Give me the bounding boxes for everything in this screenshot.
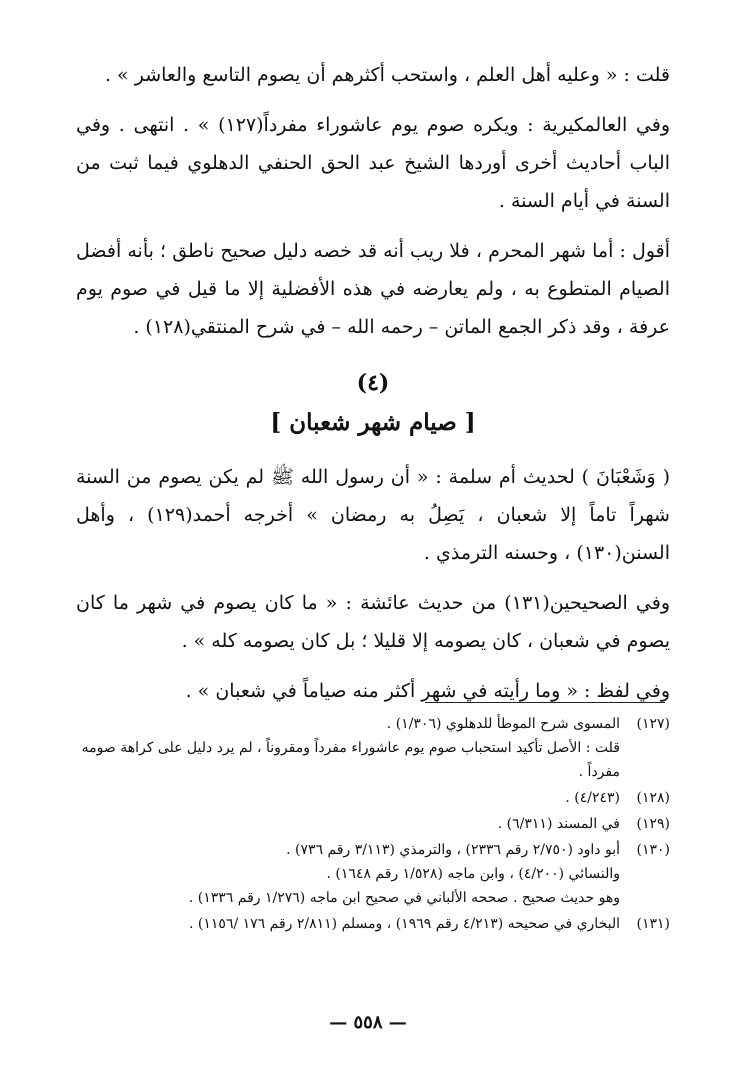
footnote-line: في المسند (٦/٣١١) . (497, 816, 620, 832)
paragraph-6: وفي لفظ : « وما رأيته في شهر أكثر منه صياماً في شعبان » . (185, 680, 670, 702)
footnote-line: وهو حديث صحيح . صححه الألباني في صحيح ابن ماجه (١/٢٧٦ رقم ١٣٣٦) . (188, 890, 620, 906)
section-number: (٤) (356, 370, 390, 396)
footnote-line: (٤/٢٤٣) . (565, 790, 620, 806)
paragraph-2: وفي العالمكيرية : ويكره صوم يوم عاشوراء مفرداً(١٢٧) » . انتهى . وفي الباب أحاديث أخرى أوردها الشيخ عبد الحق الحنفي الدهلوي فيما ثبت من السنة في أيام السنة . (76, 114, 670, 212)
main-text (76, 56, 670, 722)
page-number: — ٥٥٨ — (329, 1012, 407, 1033)
section-title: [ صيام شهر شعبان ] (270, 409, 476, 436)
footnote-127 (76, 712, 670, 784)
footnote-129 (76, 812, 670, 836)
footnote-line: المسوى شرح الموطأ للدهلوي (١/٣٠٦) . (386, 716, 620, 732)
footnotes (76, 712, 670, 938)
footnote-130 (76, 838, 670, 910)
paragraph-5: وفي الصحيحين(١٣١) من حديث عائشة : « ما كان يصوم في شهر ما كان يصوم في شعبان ، كان يصومه إلا قليلا ؛ بل كان يصومه كله » . (76, 592, 670, 652)
footnote-line: قلت : الأصل تأكيد استحباب صوم يوم عاشوراء مفرداً ومقروناً ، لم يرد دليل على كراهة صومه مفرداً . (81, 740, 620, 780)
footnote-line: أبو داود (٢/٧٥٠ رقم ٢٣٣٦) ، والترمذي (٣/١١٣ رقم ٧٣٦) . (286, 842, 620, 858)
paragraph-3: أقول : أما شهر المحرم ، فلا ريب أنه قد خصه دليل صحيح ناطق ؛ بأنه أفضل الصيام المتطوع به ، ولم يعارضه في هذه الأفضلية إلا ما قيل في صوم يوم عرفة ، وقد ذكر الجمع الماتن – رحمه الله – في شرح المنتقي(١٢٨) . (76, 240, 670, 338)
paragraph-4: ( وَشَعْبَانَ ) لحديث أم سلمة : « أن رسول الله ﷺ لم يكن يصوم من السنة شهراً تاماً إلا شعبان ، يَصِلُ به رمضان » أخرجه أحمد(١٢٩) ، وأهل السنن(١٣٠) ، وحسنه الترمذي . (76, 466, 670, 564)
footnote-number: (١٣١) (636, 916, 670, 932)
footnote-131 (76, 912, 670, 936)
footnote-number: (١٢٩) (636, 816, 670, 832)
footnote-number: (١٢٨) (636, 790, 670, 806)
footnote-number: (١٣٠) (636, 842, 670, 858)
footnote-separator (425, 702, 665, 703)
paragraph-1: قلت : « وعليه أهل العلم ، واستحب أكثرهم أن يصوم التاسع والعاشر » . (104, 64, 670, 86)
footnote-number: (١٢٧) (636, 716, 670, 732)
footnote-128 (76, 786, 670, 810)
footnote-line: والنسائي (٤/٢٠٠) ، وابن ماجه (١/٥٢٨ رقم ١٦٤٨) . (326, 866, 620, 882)
footnote-line: البخاري في صحيحه (٤/٢١٣ رقم ١٩٦٩) ، ومسلم (٢/٨١١ رقم ١٧٦ /١١٥٦) . (189, 916, 620, 932)
